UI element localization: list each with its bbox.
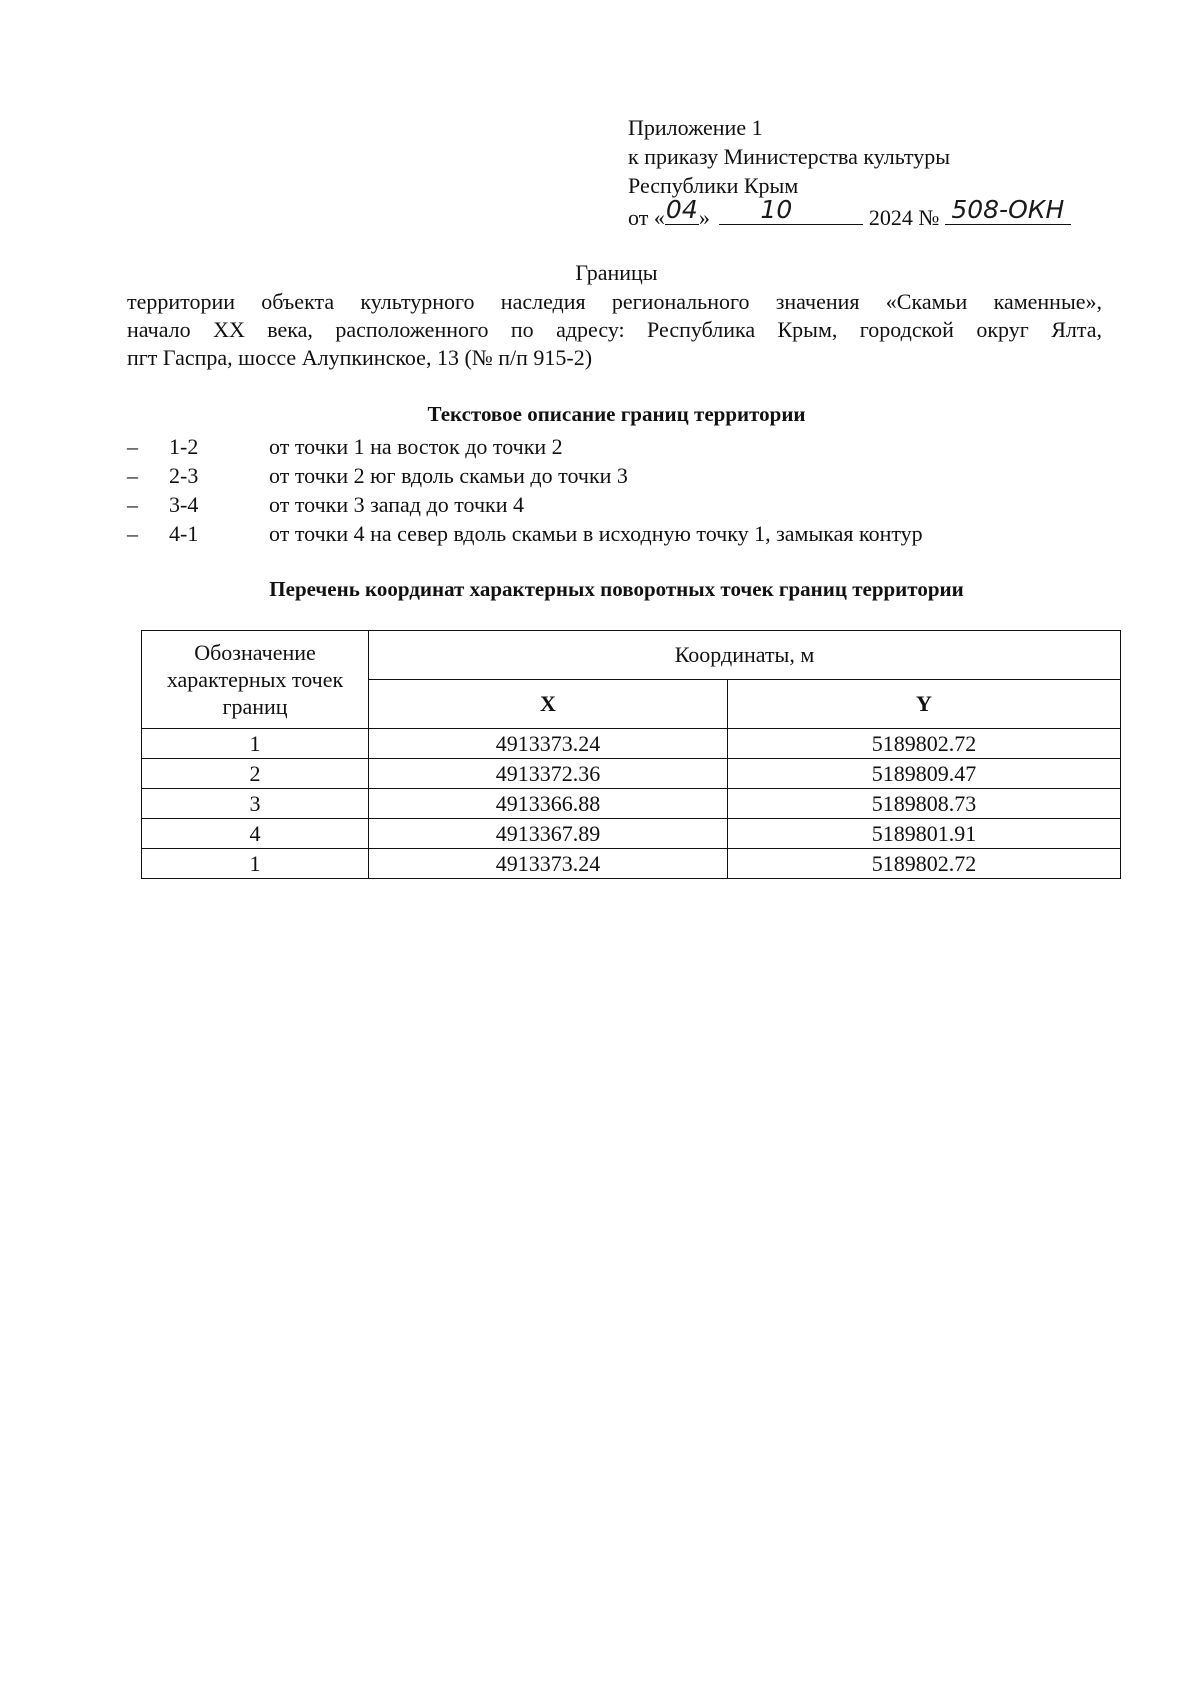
point-cell: 4 — [142, 819, 369, 849]
list-dash: – — [127, 463, 138, 488]
point-cell: 1 — [142, 729, 369, 759]
list-dash: – — [127, 492, 138, 517]
order-date-line — [628, 195, 1071, 232]
x-cell: 4913372.36 — [369, 759, 728, 789]
y-cell: 5189801.91 — [728, 819, 1121, 849]
document-title: Границы — [575, 260, 658, 285]
appendix-order-ref: к приказу Министерства культуры — [628, 144, 951, 169]
date-quote-close: » — [698, 205, 710, 230]
appendix-header — [628, 113, 1071, 232]
point-cell: 2 — [142, 759, 369, 789]
year-number-label: 2024 № — [868, 205, 940, 230]
appendix-number: Приложение 1 — [628, 115, 763, 140]
y-cell: 5189802.72 — [728, 729, 1121, 759]
segment-text: от точки 1 на восток до точки 2 — [269, 434, 563, 459]
month-handwritten: 10 — [760, 195, 793, 224]
list-item — [127, 432, 1127, 461]
table-header-row — [142, 631, 1121, 680]
list-item — [127, 519, 1127, 548]
y-cell: 5189808.73 — [728, 789, 1121, 819]
order-number-handwritten: 508-ОКН — [951, 195, 1065, 224]
table-row — [142, 789, 1121, 819]
y-column-header: Y — [728, 680, 1121, 729]
y-cell: 5189809.47 — [728, 759, 1121, 789]
table-row — [142, 819, 1121, 849]
object-description — [127, 288, 1102, 372]
boundary-description-list — [127, 432, 1127, 548]
object-description-line: территории объекта культурного наследия регионального значения «Скамьи каменные», — [127, 289, 1102, 314]
segment-text: от точки 2 юг вдоль скамьи до точки 3 — [269, 463, 628, 488]
list-dash: – — [127, 521, 138, 546]
point-cell: 3 — [142, 789, 369, 819]
day-handwritten: 04 — [665, 195, 698, 224]
table-row — [142, 729, 1121, 759]
boundary-description-heading: Текстовое описание границ территории — [427, 402, 806, 426]
table-row — [142, 849, 1121, 879]
list-item — [127, 490, 1127, 519]
segment-label: 3-4 — [169, 492, 199, 517]
segment-label: 1-2 — [169, 434, 199, 459]
date-prefix: от « — [628, 205, 665, 230]
segment-label: 2-3 — [169, 463, 199, 488]
month-field — [719, 195, 863, 225]
segment-text: от точки 4 на север вдоль скамьи в исходную точку 1, замыкая контур — [269, 521, 923, 546]
object-description-line: начало XX века, расположенного по адресу: Республика Крым, городской округ Ялта, — [127, 317, 1102, 342]
order-number-field — [945, 195, 1071, 225]
segment-label: 4-1 — [169, 521, 199, 546]
list-item — [127, 461, 1127, 490]
coordinates-heading: Перечень координат характерных поворотных точек границ территории — [269, 577, 964, 601]
segment-text: от точки 3 запад до точки 4 — [269, 492, 524, 517]
list-dash: – — [127, 434, 138, 459]
x-column-header: X — [369, 680, 728, 729]
object-description-line: пгт Гаспра, шоссе Алупкинское, 13 (№ п/п 915-2) — [127, 345, 593, 370]
appendix-republic: Республики Крым — [628, 173, 799, 198]
coordinates-table — [141, 630, 1121, 879]
point-cell: 1 — [142, 849, 369, 879]
x-cell: 4913367.89 — [369, 819, 728, 849]
x-cell: 4913373.24 — [369, 849, 728, 879]
table-row — [142, 759, 1121, 789]
y-cell: 5189802.72 — [728, 849, 1121, 879]
x-cell: 4913373.24 — [369, 729, 728, 759]
x-cell: 4913366.88 — [369, 789, 728, 819]
point-label-header: Обозначение характерных точек границ — [142, 631, 369, 729]
coordinates-group-header: Координаты, м — [369, 631, 1121, 680]
